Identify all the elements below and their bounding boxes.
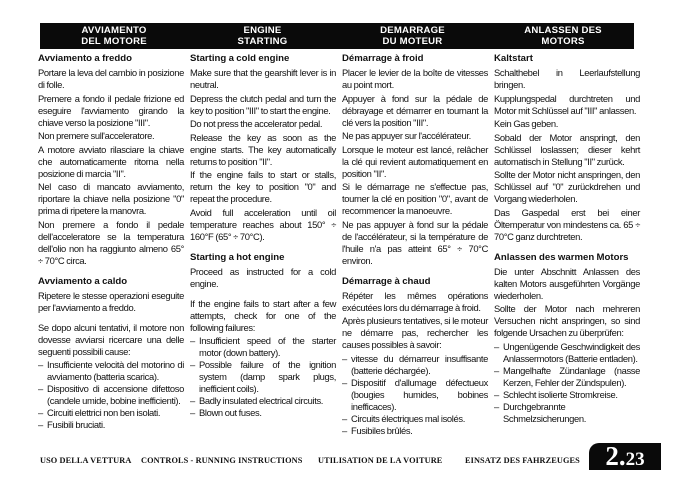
column-italian: [38, 53, 184, 431]
instruction-paragraph: Après plusieurs tentatives, si le moteur ne démarre pas, rechercher les causes possibles à savoir:: [342, 315, 488, 350]
header-line: STARTING: [237, 36, 288, 47]
header-line: ANLASSEN DES: [524, 24, 602, 36]
list-item: – Fusibili bruciati.: [38, 419, 184, 431]
instruction-paragraph: Sollte der Motor nach mehreren Versuchen nicht anspringen, so sind folgende Ursachen zu überprüfen:: [494, 303, 640, 338]
list-item: – Possible failure of the ignition system (damp spark plugs, inefficient coils).: [190, 359, 336, 395]
instruction-paragraph: Depress the clutch pedal and turn the key to position "III" to start the engine.: [190, 92, 336, 116]
footer-italian: USO DELLA VETTURA: [40, 456, 132, 465]
header-line: DEL MOTORE: [81, 36, 147, 47]
header-line: DU MOTEUR: [382, 36, 443, 47]
hot-start-french: [342, 276, 488, 437]
instruction-paragraph: Non premere a fondo il pedale dell'acceleratore se la temperatura dell'olio non ha raggiunto almeno 65° ÷ 70°C circa.: [38, 218, 184, 266]
list-item: – Circuits électriques mal isolés.: [342, 413, 488, 425]
instruction-paragraph: Ne pas appuyer sur l'accélérateur.: [342, 130, 471, 141]
instruction-paragraph: Do not press the accelerator pedal.: [190, 118, 323, 129]
hot-start-german: [494, 252, 640, 425]
list-item: – Dispositif d'allumage défectueux (bougies humides, bobines inefficaces).: [342, 377, 488, 413]
page-number-badge: [589, 443, 661, 470]
failure-causes-list: [38, 359, 184, 431]
instruction-paragraph: Sobald der Motor anspringt, den Schlüssel loslassen; dieser kehrt automatisch in Stellung "II" zurück.: [494, 131, 640, 167]
header-italian: [40, 23, 188, 49]
list-item: – Insufficient speed of the starter motor (down battery).: [190, 335, 336, 359]
instruction-paragraph: If the engine fails to start or stalls, return the key to position "0" and repeat the procedure.: [190, 169, 336, 204]
instruction-paragraph: Das Gaspedal erst bei einer Öltemperatur von mindestens ca. 65 ÷ 70°C ganz durchtreten.: [494, 206, 640, 242]
instruction-paragraph: Avoid full acceleration until oil temperature reaches about 150° ÷ 160°F (65° ÷ 70°C).: [190, 206, 336, 242]
column-german: [494, 53, 640, 425]
hot-start-title: Starting a hot engine: [190, 251, 285, 263]
cold-start-title: Démarrage à froid: [342, 53, 424, 64]
page-number-major: 2.: [605, 441, 626, 471]
instruction-paragraph: Release the key as soon as the engine starts. The key automatically returns to position "II".: [190, 131, 336, 167]
instruction-paragraph: Sollte der Motor nicht anspringen, den Schlüssel auf "0" zurückdrehen und Vorgang wiederholen.: [494, 169, 640, 204]
failure-causes-list: [342, 353, 488, 437]
list-item: – vitesse du démarreur insuffisante (batterie déchargée).: [342, 353, 488, 377]
instruction-paragraph: Die unter Abschnitt Anlassen des kalten Motors ausgeführten Vorgänge wiederholen.: [494, 265, 640, 301]
instruction-paragraph: Répéter les mêmes opérations exécutées lors du démarrage à froid.: [342, 289, 488, 313]
instruction-paragraph: Placer le levier de la boîte de vitesses au point mort.: [342, 67, 488, 90]
instruction-paragraph: Premere a fondo il pedale frizione ed eseguire l'avviamento girando la chiave verso la posizione "III".: [38, 92, 184, 128]
instruction-paragraph: If the engine fails to start after a few attempts, check for one of the following failures:: [190, 297, 336, 333]
instruction-paragraph: Si le démarrage ne s'effectue pas, tourner la clé en position "0", avant de recommencer la manoeuvre.: [342, 181, 488, 216]
instruction-paragraph: Nel caso di mancato avviamento, riportare la chiave nella posizione "0" prima di ripetere la manovra.: [38, 181, 184, 216]
instruction-paragraph: Ne pas appuyer à fond sur la pédale de l'accélérateur, si la température de l'huile n'a pas atteint 65° ÷ 70°C environ.: [342, 218, 488, 266]
instruction-paragraph: Se dopo alcuni tentativi, il motore non dovesse avviarsi ricercare una delle seguenti possibili cause:: [38, 321, 184, 357]
instruction-paragraph: Schalthebel in Leerlaufstellung bringen.: [494, 67, 640, 90]
column-french: [342, 53, 488, 437]
header-line: ENGINE: [243, 24, 282, 36]
column-english: [190, 53, 336, 419]
footer-english: CONTROLS - RUNNING INSTRUCTIONS: [141, 456, 303, 465]
list-item: – Insufficiente velocità del motorino di avviamento (batteria scarica).: [38, 359, 184, 383]
instruction-paragraph: Kein Gas geben.: [494, 118, 558, 129]
cold-start-title: Kaltstart: [494, 53, 533, 64]
instruction-paragraph: Ripetere le stesse operazioni eseguite per l'avviamento a freddo.: [38, 289, 184, 313]
instruction-paragraph: Non premere sull'acceleratore.: [38, 130, 155, 141]
section-header-bar: [40, 23, 634, 49]
hot-start-title: Démarrage à chaud: [342, 275, 431, 287]
header-line: AVVIAMENTO: [81, 24, 147, 36]
list-item: – Dispositivo di accensione difettoso (candele umide, bobine inefficienti).: [38, 383, 184, 407]
header-german: [492, 23, 634, 49]
list-item: – Blown out fuses.: [190, 407, 336, 419]
instruction-paragraph: Kupplungspedal durchtreten und Motor mit Schlüssel auf "III" anlassen.: [494, 92, 640, 116]
hot-start-english: [190, 252, 336, 420]
list-item: – Schlecht isolierte Stromkreise.: [494, 389, 640, 401]
instruction-paragraph: Proceed as instructed for a cold engine.: [190, 265, 336, 289]
page-number-minor: 23: [625, 449, 645, 470]
cold-start-english: [190, 53, 336, 243]
cold-start-french: [342, 53, 488, 267]
instruction-paragraph: Portare la leva del cambio in posizione di folle.: [38, 67, 184, 90]
footer-french: UTILISATION DE LA VOITURE: [318, 456, 443, 465]
instruction-paragraph: A motore avviato rilasciare la chiave che automaticamente ritorna nella posizione di marcia "II".: [38, 143, 184, 179]
cold-start-title: Starting a cold engine: [190, 53, 290, 64]
list-item: – Durchgebrannte Schmelzsicherungen.: [494, 401, 640, 425]
header-line: DEMARRAGE: [380, 24, 445, 36]
cold-start-german: [494, 53, 640, 243]
failure-causes-list: [494, 341, 640, 425]
header-english: [190, 23, 335, 49]
instruction-paragraph: Make sure that the gearshift lever is in neutral.: [190, 67, 336, 90]
header-line: MOTORS: [541, 36, 585, 47]
hot-start-italian: [38, 276, 184, 432]
failure-causes-list: [190, 335, 336, 419]
instruction-paragraph: Appuyer à fond sur la pédale de débrayage et démarrer en tournant la clé vers la position "III".: [342, 92, 488, 128]
list-item: – Badly insulated electrical circuits.: [190, 395, 336, 407]
cold-start-italian: [38, 53, 184, 267]
hot-start-title: Anlassen des warmen Motors: [494, 251, 629, 263]
cold-start-title: Avviamento a freddo: [38, 53, 132, 64]
list-item: – Circuiti elettrici non ben isolati.: [38, 407, 184, 419]
instruction-paragraph: Lorsque le moteur est lancé, relâcher la clé qui revient automatiquement en position "II".: [342, 143, 488, 179]
list-item: – Mangelhafte Zündanlage (nasse Kerzen, Fehler der Zündspulen).: [494, 365, 640, 389]
header-french: [340, 23, 485, 49]
hot-start-title: Avviamento a caldo: [38, 275, 128, 287]
list-item: – Ungenügende Geschwindigkeit des Anlassermotors (Batterie entladen).: [494, 341, 640, 365]
list-item: – Fusibiles brûlés.: [342, 425, 488, 437]
footer-german: EINSATZ DES FAHRZEUGES: [465, 456, 580, 465]
